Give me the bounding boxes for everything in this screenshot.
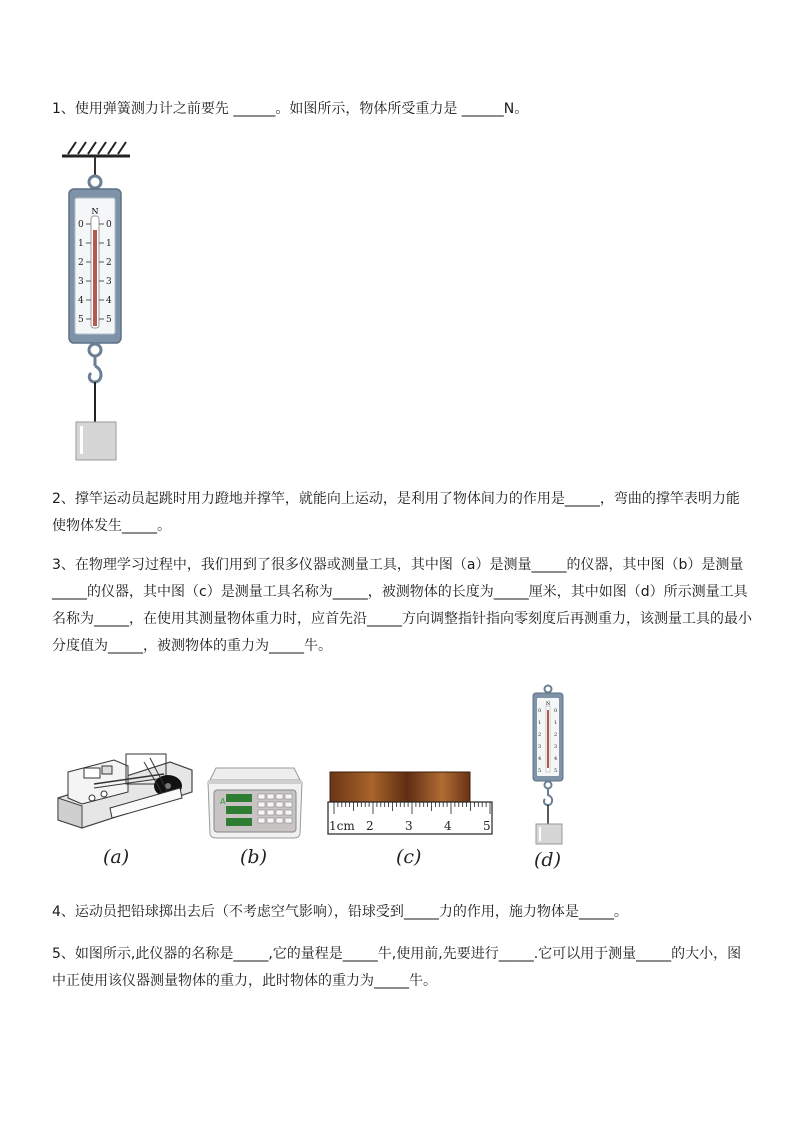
small-tick-left-3: 3 — [538, 744, 542, 750]
tick-left-1: 1 — [78, 239, 84, 249]
question-3: 3、在物理学习过程中，我们用到了很多仪器或测量工具，其中图（a）是测量_____的仪器，其中图（b）是测量_____的仪器，其中图（c）是测量工具名称为_____，被测物体的长度为_____厘米，其中如图（d）所示测量工具名称为_____，在使用其测量物体重力时，应首先沿_____方向调整指针指向零刻度后再测重力，该测量工具的最小分度值为_____，被测物体的重力为_____牛。 — [52, 557, 752, 654]
ruler-label-4: 4 — [444, 819, 452, 833]
figure-label-a: (a) — [103, 846, 130, 868]
small-tick-right-2: 2 — [554, 732, 558, 738]
figure-d-spring-scale — [527, 684, 571, 846]
figure-label-c: (c) — [396, 846, 422, 868]
small-tick-right-3: 3 — [554, 744, 558, 750]
unit-label: N — [91, 207, 99, 216]
small-tick-left-2: 2 — [538, 732, 542, 738]
tick-right-1: 1 — [106, 239, 112, 249]
small-tick-left-0: 0 — [538, 708, 542, 714]
ruler-label-2: 2 — [366, 819, 374, 833]
ruler-label-3: 3 — [405, 819, 413, 833]
ruler-label-5: 5 — [483, 819, 491, 833]
question-5: 5、如图所示,此仪器的名称是_____,它的量程是_____牛,使用前,先要进行_____.它可以用于测量_____的大小，图中正使用该仪器测量物体的重力，此时物体的重力为_____牛。 — [52, 946, 742, 989]
figure-a-timer — [54, 742, 194, 832]
figure-c-ruler — [326, 770, 494, 836]
question-2: 2、撑竿运动员起跳时用力蹬地并撑竿，就能向上运动，是利用了物体间力的作用是_____，弯曲的撑竿表明力能使物体发生_____。 — [52, 491, 740, 534]
ruler-label-1cm: 1cm — [329, 819, 355, 833]
small-tick-right-1: 1 — [554, 720, 558, 726]
figure-b-scale — [206, 764, 304, 840]
small-tick-left-1: 1 — [538, 720, 542, 726]
tick-right-0: 0 — [106, 220, 112, 230]
tick-left-4: 4 — [78, 296, 84, 306]
tick-right-2: 2 — [106, 258, 112, 268]
tick-left-0: 0 — [78, 220, 84, 230]
tick-right-5: 5 — [106, 315, 112, 325]
question-4: 4、运动员把铅球掷出去后（不考虑空气影响），铅球受到_____力的作用，施力物体是_____。 — [52, 904, 628, 920]
wooden-block — [330, 772, 470, 802]
tick-left-2: 2 — [78, 258, 84, 268]
ceiling-hatch — [62, 142, 130, 156]
question-1: 1、使用弹簧测力计之前要先 ______。如图所示，物体所受重力是 ______N。 — [52, 101, 529, 117]
tick-right-4: 4 — [106, 296, 112, 306]
figure-label-d: (d) — [534, 849, 561, 871]
small-tick-left-5: 5 — [538, 768, 542, 774]
scale-display-text: A — [220, 797, 226, 806]
small-unit-label: N — [545, 701, 551, 707]
figure-label-b: (b) — [240, 846, 267, 868]
tick-left-5: 5 — [78, 315, 84, 325]
small-tick-left-4: 4 — [538, 756, 542, 762]
small-tick-right-4: 4 — [554, 756, 558, 762]
small-tick-right-5: 5 — [554, 768, 558, 774]
tick-right-3: 3 — [106, 277, 112, 287]
small-tick-right-0: 0 — [554, 708, 558, 714]
tick-left-3: 3 — [78, 277, 84, 287]
spring-scale-figure — [58, 138, 138, 468]
